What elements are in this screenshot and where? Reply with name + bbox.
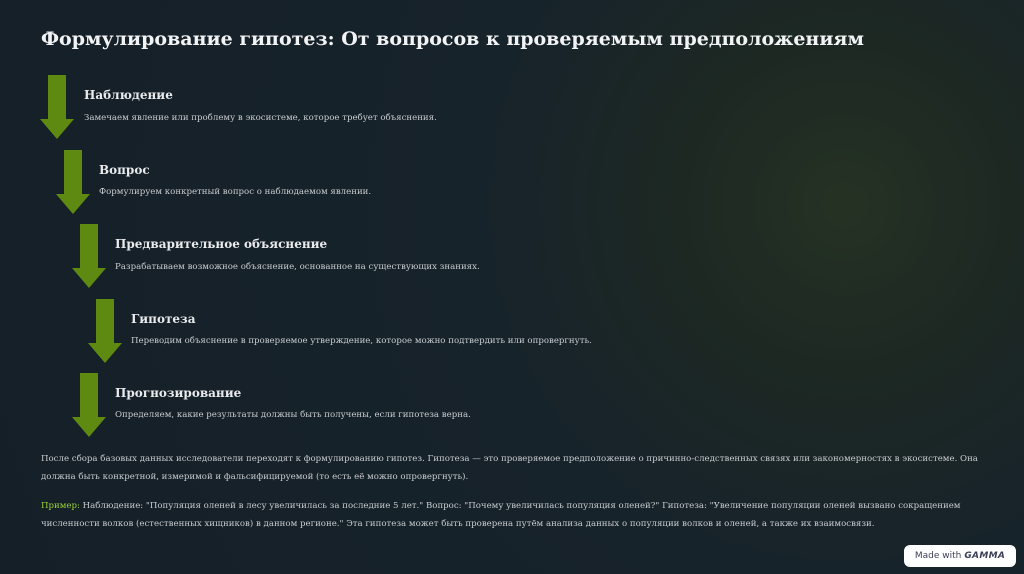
step-description: Разрабатываем возможное объяснение, основанное на существующих знаниях. bbox=[115, 262, 480, 272]
down-arrow-icon bbox=[40, 75, 74, 139]
down-arrow-icon bbox=[88, 299, 122, 363]
down-arrow-icon bbox=[72, 224, 106, 288]
page-title: Формулирование гипотез: От вопросов к проверяемым предположениям bbox=[41, 28, 864, 50]
step-description: Замечаем явление или проблему в экосистеме, которое требует объяснения. bbox=[84, 113, 437, 123]
step-title: Предварительное объяснение bbox=[115, 237, 328, 251]
example-paragraph bbox=[41, 497, 991, 533]
example-label: Пример: bbox=[41, 501, 80, 511]
intro-paragraph: После сбора базовых данных исследователи переходят к формулированию гипотез. Гипотеза — это проверяемое предположение о причинно-следственных связях или закономерностях в экосистеме. Она должна быть конкретной, измеримой и фальсифицируемой (то есть её можно опровергнуть). bbox=[41, 454, 978, 482]
made-with-gamma-badge[interactable] bbox=[904, 545, 1016, 567]
down-arrow-icon bbox=[72, 373, 106, 437]
gamma-logo: GAMMA bbox=[964, 551, 1006, 561]
step-title: Прогнозирование bbox=[115, 386, 242, 400]
down-arrow-icon bbox=[56, 150, 90, 214]
step-description: Формулируем конкретный вопрос о наблюдаемом явлении. bbox=[99, 187, 372, 197]
step-description: Определяем, какие результаты должны быть получены, если гипотеза верна. bbox=[115, 410, 471, 420]
step-description: Переводим объяснение в проверяемое утверждение, которое можно подтвердить или опровергнуть. bbox=[131, 336, 592, 346]
example-text: Наблюдение: "Популяция оленей в лесу увеличилась за последние 5 лет." Вопрос: "Почему увеличилась популяция оленей?" Гипотеза: "Увеличение популяции оленей вызвано сокращением численности волков (естественных хищников) в данном регионе." Эта гипотеза может быть проверена путём анализа данных о популяции волков и оленей, а также их взаимосвязи. bbox=[41, 501, 961, 529]
step-title: Наблюдение bbox=[84, 88, 173, 102]
step-title: Гипотеза bbox=[131, 312, 196, 326]
step-title: Вопрос bbox=[99, 163, 150, 177]
badge-prefix: Made with bbox=[914, 551, 962, 561]
